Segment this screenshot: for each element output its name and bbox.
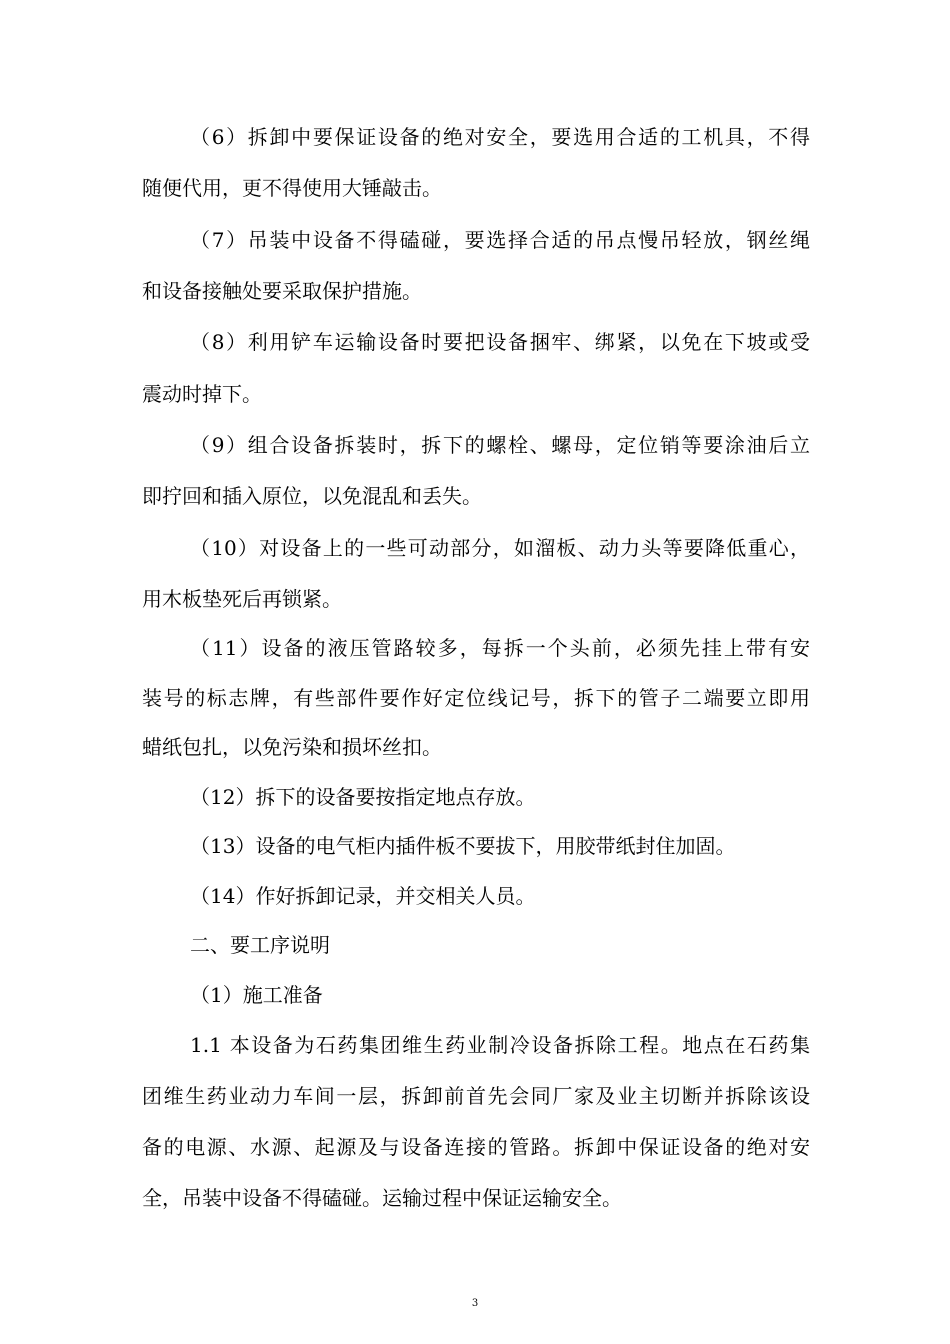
paragraph-line: 团维生药业动力车间一层，拆卸前首先会同厂家及业主切断并拆除该设 [142, 1084, 810, 1108]
section-heading: 二、要工序说明 [190, 933, 330, 957]
paragraph-line: （7）吊装中设备不得磕碰，要选择合适的吊点慢吊轻放，钢丝绳 [190, 228, 810, 252]
paragraph-line: （8）利用铲车运输设备时要把设备捆牢、绑紧，以免在下坡或受 [190, 330, 810, 354]
paragraph-line: 震动时掉下。 [142, 382, 262, 406]
paragraph-line: 1.1 本设备为石药集团维生药业制冷设备拆除工程。地点在石药集 [190, 1033, 810, 1057]
page-number: 3 [471, 1298, 479, 1309]
paragraph-line: （10）对设备上的一些可动部分，如溜板、动力头等要降低重心， [190, 536, 810, 560]
paragraph-line: 随便代用，更不得使用大锤敲击。 [142, 176, 442, 200]
paragraph-line: 全，吊装中设备不得磕碰。运输过程中保证运输安全。 [142, 1186, 622, 1210]
paragraph-line: 用木板垫死后再锁紧。 [142, 587, 342, 611]
paragraph-line: （13）设备的电气柜内插件板不要拔下，用胶带纸封住加固。 [190, 834, 736, 858]
paragraph-line: 蜡纸包扎，以免污染和损坏丝扣。 [142, 735, 442, 759]
paragraph-line: （9）组合设备拆装时，拆下的螺栓、螺母，定位销等要涂油后立 [190, 433, 810, 457]
paragraph-line: 和设备接触处要采取保护措施。 [142, 279, 422, 303]
paragraph-line: （12）拆下的设备要按指定地点存放。 [190, 785, 536, 809]
paragraph-line: （11）设备的液压管路较多，每拆一个头前，必须先挂上带有安 [190, 636, 810, 660]
paragraph-line: 装号的标志牌，有些部件要作好定位线记号，拆下的管子二端要立即用 [142, 686, 810, 710]
paragraph-line: 即拧回和插入原位，以免混乱和丢失。 [142, 484, 482, 508]
subsection-heading: （1）施工准备 [190, 983, 323, 1007]
paragraph-line: 备的电源、水源、起源及与设备连接的管路。拆卸中保证设备的绝对安 [142, 1135, 810, 1159]
paragraph-line: （6）拆卸中要保证设备的绝对安全，要选用合适的工机具，不得 [190, 125, 810, 149]
paragraph-line: （14）作好拆卸记录，并交相关人员。 [190, 884, 536, 908]
